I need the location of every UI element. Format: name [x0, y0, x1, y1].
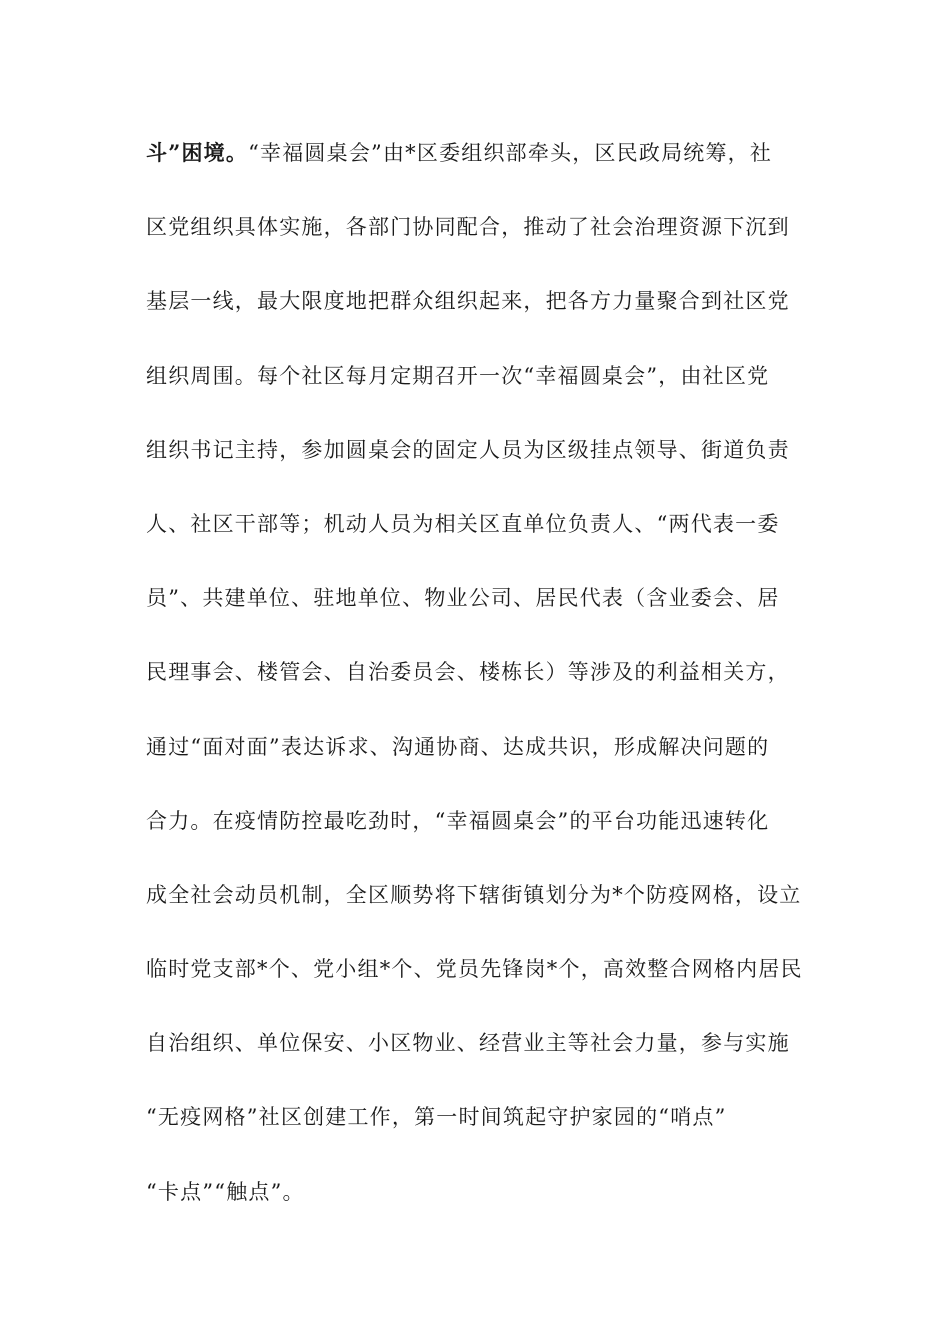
line-text: 区党组织具体实施，各部门协同配合，推动了社会治理资源下沉到 — [146, 215, 790, 240]
line-text: “无疫网格”社区创建工作，第一时间筑起守护家园的“哨点” — [146, 1105, 727, 1130]
paragraph-line — [146, 281, 816, 355]
paragraph-line — [146, 504, 816, 578]
paragraph-line — [146, 430, 816, 504]
paragraph-line — [146, 801, 816, 875]
line-text: “幸福圆桌会”由*区委组织部牵头，区民政局统筹，社 — [248, 141, 773, 165]
paragraph-line — [146, 578, 816, 652]
line-text: 通过“面对面”表达诉求、沟通协商、达成共识，形成解决问题的 — [146, 734, 770, 759]
line-text: 基层一线，最大限度地把群众组织起来，把各方力量聚合到社区党 — [146, 289, 790, 314]
line-text: 民理事会、楼管会、自治委员会、楼栋长）等涉及的利益相关方， — [146, 660, 790, 685]
line-text: 人、社区干部等；机动人员为相关区直单位负责人、“两代表一委 — [146, 511, 780, 536]
paragraph-line — [146, 1172, 816, 1246]
line-text: 组织周围。每个社区每月定期召开一次“幸福圆桌会”，由社区党 — [146, 363, 770, 388]
line-text: 临时党支部*个、党小组*个、党员先锋岗*个，高效整合网格内居民 — [146, 957, 803, 982]
paragraph-line — [146, 356, 816, 430]
paragraph-line — [146, 133, 816, 207]
line-text: 自治组织、单位保安、小区物业、经营业主等社会力量，参与实施 — [146, 1031, 790, 1056]
paragraph-line — [146, 207, 816, 281]
paragraph-line — [146, 1023, 816, 1097]
line-text: 成全社会动员机制，全区顺势将下辖街镇划分为*个防疫网格，设立 — [146, 882, 802, 907]
paragraph-line — [146, 949, 816, 1023]
line-text: “卡点”“触点”。 — [146, 1179, 305, 1204]
line-text: 员”、共建单位、驻地单位、物业公司、居民代表（含业委会、居 — [146, 586, 780, 611]
line-text: 组织书记主持，参加圆桌会的固定人员为区级挂点领导、街道负责 — [146, 437, 790, 462]
paragraph-line — [146, 875, 816, 949]
line-text: 合力。在疫情防控最吃劲时，“幸福圆桌会”的平台功能迅速转化 — [146, 808, 770, 833]
paragraph-line — [146, 727, 816, 801]
bold-lead-text: 斗”困境。 — [146, 140, 249, 165]
paragraph-line — [146, 652, 816, 726]
paragraph-line — [146, 1097, 816, 1171]
body-paragraph — [146, 133, 816, 1246]
